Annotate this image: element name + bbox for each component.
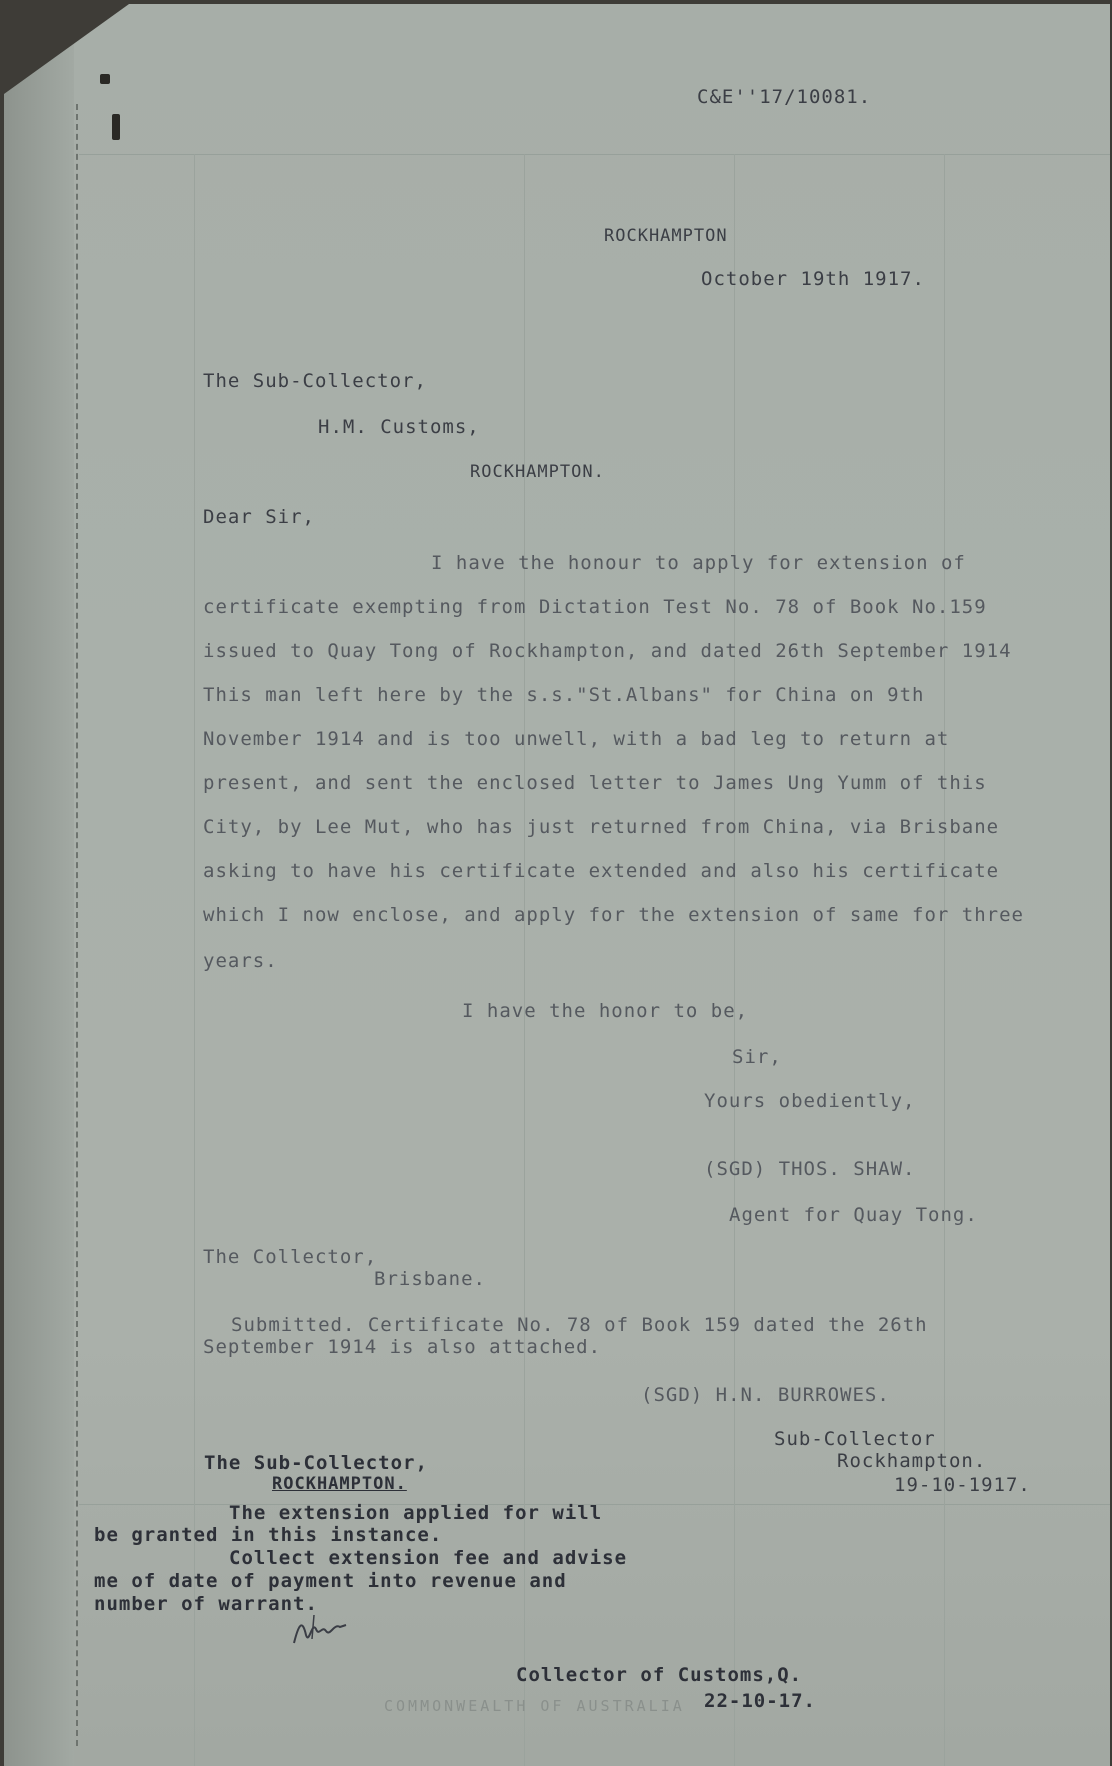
endorsement1-to-line1: The Collector, [203,1246,378,1268]
endorsement1-signature: (SGD) H.N. BURROWES. [641,1384,890,1406]
body-line: asking to have his certificate extended and also his certificate [203,860,1000,882]
endorsement1-text: September 1914 is also attached. [203,1336,602,1358]
perforation-line [76,104,78,1746]
endorsement1-title: Sub-Collector [774,1428,936,1450]
document-page [4,4,1110,1766]
endorsement2-signature-title: Collector of Customs,Q. [516,1664,803,1686]
body-line: which I now enclose, and apply for the extension of same for three [203,904,1024,926]
punch-hole [100,74,110,84]
endorsement2-text: me of date of payment into revenue and [94,1570,567,1592]
fold-line [734,154,735,1766]
body-line: This man left here by the s.s."St.Albans" for China on 9th [203,684,925,706]
endorsement1-to-line2: Brisbane. [374,1268,486,1290]
fold-line [524,154,525,1766]
endorsement1-date: 19-10-1917. [894,1474,1031,1496]
letter-date: October 19th 1917. [701,268,925,290]
addressee-line1: The Sub-Collector, [203,370,427,392]
addressee-line3: ROCKHAMPTON. [470,462,605,482]
addressee-line2: H.M. Customs, [318,416,480,438]
endorsement1-location: Rockhampton. [837,1450,987,1472]
body-line: November 1914 and is too unwell, with a bad leg to return at [203,728,950,750]
body-line: present, and sent the enclosed letter to James Ung Yumm of this [203,772,987,794]
handwritten-initials [292,1609,348,1649]
letter-place: ROCKHAMPTON [604,226,728,246]
body-line: certificate exempting from Dictation Test No. 78 of Book No.159 [203,596,987,618]
endorsement2-to-line1: The Sub-Collector, [204,1452,428,1474]
endorsement2-to-line2: ROCKHAMPTON. [272,1474,407,1494]
letter-signature: (SGD) THOS. SHAW. [704,1158,916,1180]
endorsement1-text: Submitted. Certificate No. 78 of Book 159 dated the 26th [231,1314,928,1336]
reference-number: C&E''17/10081. [697,86,872,108]
ruled-line [79,154,1110,155]
closing-line2: Sir, [732,1046,782,1068]
letter-signatory-role: Agent for Quay Tong. [729,1204,978,1226]
punch-hole [112,114,120,140]
endorsement2-text: number of warrant. [94,1593,318,1615]
endorsement2-date: 22-10-17. [704,1690,816,1712]
closing-line1: I have the honor to be, [462,1000,749,1022]
endorsement2-text: be granted in this instance. [94,1524,443,1546]
body-line: issued to Quay Tong of Rockhampton, and dated 26th September 1914 [203,640,1012,662]
salutation: Dear Sir, [203,506,315,528]
body-line: years. [203,950,278,972]
endorsement2-text: The extension applied for will [229,1502,603,1524]
faded-stamp: COMMONWEALTH OF AUSTRALIA [384,1697,685,1715]
body-line: City, by Lee Mut, who has just returned from China, via Brisbane [203,816,1000,838]
endorsement2-text: Collect extension fee and advise [229,1547,628,1569]
page-edge-shadow [4,4,74,1766]
body-line: I have the honour to apply for extension of [431,552,966,574]
fold-line [944,154,945,1766]
closing-line3: Yours obediently, [704,1090,916,1112]
